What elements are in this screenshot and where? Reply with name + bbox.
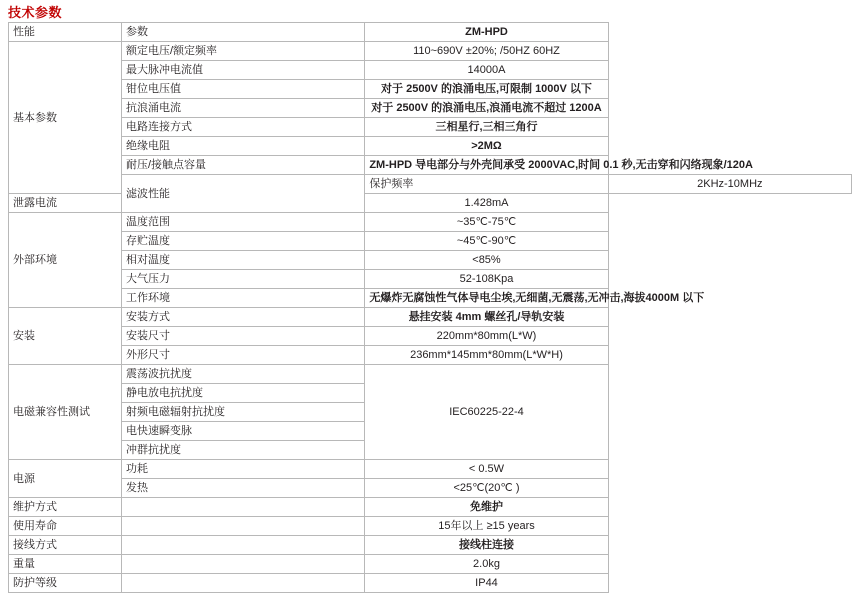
table-row	[9, 42, 852, 61]
value-cell: <85%	[365, 251, 608, 270]
parameter-cell: 存贮温度	[122, 232, 365, 251]
table-row	[9, 251, 852, 270]
parameter-cell	[122, 574, 365, 593]
parameter-cell: 工作环境	[122, 289, 365, 308]
table-row	[9, 156, 852, 175]
value-cell: 2.0kg	[365, 555, 608, 574]
parameter-cell	[122, 536, 365, 555]
value-cell: 15年以上 ≥15 years	[365, 517, 608, 536]
parameter-cell: 抗浪涌电流	[122, 99, 365, 118]
category-cell: 维护方式	[9, 498, 122, 517]
header-cell-parameter: 参数	[122, 23, 365, 42]
value-cell: IP44	[365, 574, 608, 593]
category-cell: 使用寿命	[9, 517, 122, 536]
value-cell: 52-108Kpa	[365, 270, 608, 289]
value-cell: >2MΩ	[365, 137, 608, 156]
table-row	[9, 270, 852, 289]
category-cell: 电磁兼容性测试	[9, 365, 122, 460]
category-cell: 重量	[9, 555, 122, 574]
parameter-cell: 绝缘电阻	[122, 137, 365, 156]
parameter-cell: 泄露电流	[9, 194, 122, 213]
table-row	[9, 574, 852, 593]
table-row	[9, 99, 852, 118]
category-cell: 基本参数	[9, 42, 122, 194]
header-cell-performance: 性能	[9, 23, 122, 42]
table-row	[9, 479, 852, 498]
parameter-cell: 钳位电压值	[122, 80, 365, 99]
parameter-cell: 冲群抗扰度	[122, 441, 365, 460]
parameter-cell: 电路连接方式	[122, 118, 365, 137]
parameter-cell: 相对温度	[122, 251, 365, 270]
parameter-cell	[122, 555, 365, 574]
parameter-cell: 外形尺寸	[122, 346, 365, 365]
category-cell: 电源	[9, 460, 122, 498]
value-cell: < 0.5W	[365, 460, 608, 479]
parameter-cell: 保护频率	[365, 175, 608, 194]
category-cell: 安装	[9, 308, 122, 365]
value-cell: ~45℃-90℃	[365, 232, 608, 251]
value-cell: 对于 2500V 的浪涌电压,浪涌电流不超过 1200A	[365, 99, 608, 118]
parameter-cell: 电快速瞬变脉	[122, 422, 365, 441]
table-row	[9, 80, 852, 99]
value-cell: 免维护	[365, 498, 608, 517]
value-cell: 无爆炸无腐蚀性气体导电尘埃,无细菌,无震荡,无冲击,海拔4000M 以下	[365, 289, 608, 308]
table-row	[9, 213, 852, 232]
table-row	[9, 308, 852, 327]
header-cell-model: ZM-HPD	[365, 23, 608, 42]
parameter-cell: 静电放电抗扰度	[122, 384, 365, 403]
value-cell: 220mm*80mm(L*W)	[365, 327, 608, 346]
table-row	[9, 365, 852, 384]
table-row	[9, 327, 852, 346]
table-row	[9, 61, 852, 80]
parameter-cell: 耐压/接触点容量	[122, 156, 365, 175]
table-row	[9, 137, 852, 156]
value-cell: IEC60225-22-4	[365, 365, 608, 460]
value-cell: 1.428mA	[365, 194, 608, 213]
table-row	[9, 536, 852, 555]
value-cell: ~35℃-75℃	[365, 213, 608, 232]
parameter-cell: 最大脉冲电流值	[122, 61, 365, 80]
value-cell: 14000A	[365, 61, 608, 80]
parameter-cell	[122, 517, 365, 536]
parameter-cell: 发热	[122, 479, 365, 498]
value-cell: 236mm*145mm*80mm(L*W*H)	[365, 346, 608, 365]
parameter-cell: 功耗	[122, 460, 365, 479]
parameter-cell: 大气压力	[122, 270, 365, 289]
value-cell: 对于 2500V 的浪涌电压,可限制 1000V 以下	[365, 80, 608, 99]
parameter-cell: 射频电磁辐射抗扰度	[122, 403, 365, 422]
table-header-row	[9, 23, 852, 42]
table-row	[9, 460, 852, 479]
table-row	[9, 175, 852, 194]
value-cell: 悬挂安装 4mm 螺丝孔/导轨安装	[365, 308, 608, 327]
parameter-cell: 安装方式	[122, 308, 365, 327]
value-cell: 接线柱连接	[365, 536, 608, 555]
value-cell: 三相星行,三相三角行	[365, 118, 608, 137]
table-row	[9, 555, 852, 574]
parameter-cell: 震荡波抗扰度	[122, 365, 365, 384]
specification-table	[8, 22, 852, 593]
category-cell: 接线方式	[9, 536, 122, 555]
category-cell: 防护等级	[9, 574, 122, 593]
category-cell: 外部环境	[9, 213, 122, 308]
table-body	[9, 23, 852, 593]
parameter-cell	[122, 498, 365, 517]
category-cell: 滤波性能	[122, 175, 365, 213]
table-row	[9, 289, 852, 308]
table-row	[9, 517, 852, 536]
table-row	[9, 498, 852, 517]
parameter-cell: 额定电压/额定频率	[122, 42, 365, 61]
table-row	[9, 346, 852, 365]
value-cell: 2KHz-10MHz	[608, 175, 851, 194]
parameter-cell: 安装尺寸	[122, 327, 365, 346]
parameter-cell: 温度范围	[122, 213, 365, 232]
value-cell: <25℃(20℃ )	[365, 479, 608, 498]
page-title: 技术参数	[8, 5, 63, 20]
table-row	[9, 232, 852, 251]
value-cell: 110~690V ±20%; /50HZ 60HZ	[365, 42, 608, 61]
table-row	[9, 118, 852, 137]
value-cell: ZM-HPD 导电部分与外壳间承受 2000VAC,时间 0.1 秒,无击穿和闪络现象/120A	[365, 156, 608, 175]
